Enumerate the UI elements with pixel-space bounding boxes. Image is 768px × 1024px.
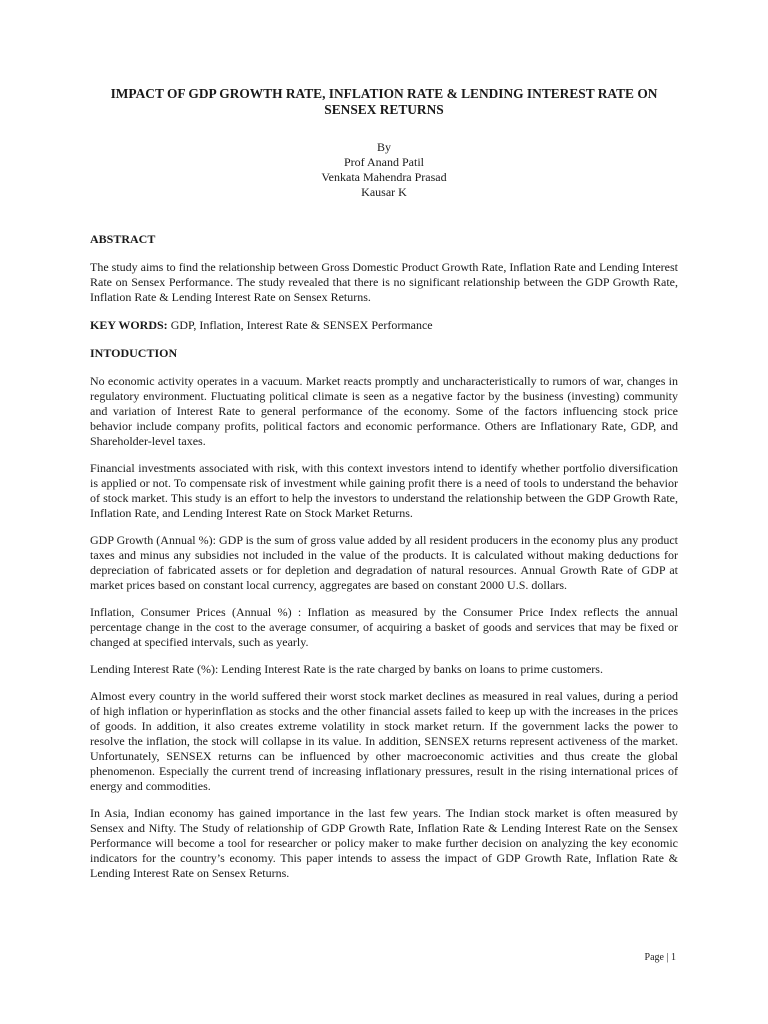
paragraph: Lending Interest Rate (%): Lending Interest Rate is the rate charged by banks on loans to prime customers. [90,662,603,676]
author-name: Venkata Mahendra Prasad [321,170,447,184]
paper-title: IMPACT OF GDP GROWTH RATE, INFLATION RATE & LENDING INTEREST RATE ON SENSEX RETURNS [110,86,658,117]
paragraph: Inflation, Consumer Prices (Annual %) : Inflation as measured by the Consumer Price Index reflects the annual percentage change in the cost to the average consumer, of acquiring a basket of goods and services that may be fixed or changed at specified intervals, such as yearly. [90,605,678,649]
keywords-label: KEY WORDS: [90,318,168,332]
page-number: Page | 1 [644,952,676,963]
paragraph: In Asia, Indian economy has gained importance in the last few years. The Indian stock market is often measured by Sensex and Nifty. The Study of relationship of GDP Growth Rate, Inflation Rate & Lending Interest Rate on the Sensex Performance will become a tool for researcher or policy maker to make further decision on analyzing the key economic indicators for the country’s economy. This paper intends to assess the impact of GDP Growth Rate, Inflation Rate & Lending Interest Rate on Sensex Returns. [90,806,678,880]
byline-by: By [376,140,391,154]
paragraph: GDP Growth (Annual %): GDP is the sum of gross value added by all resident producers in the economy plus any product taxes and minus any subsidies not included in the value of the products. It is calculated without making deductions for depreciation of fabricated assets or for depletion and degradation of natural resources. Annual Growth Rate of GDP at market prices based on constant local currency, aggregates are based on constant 2000 U.S. dollars. [90,533,678,592]
keywords-text: GDP, Inflation, Interest Rate & SENSEX Performance [167,318,433,332]
abstract-heading: ABSTRACT [90,232,156,246]
paragraph: Almost every country in the world suffered their worst stock market declines as measured in real values, during a period of high inflation or hyperinflation as stocks and the other financial assets failed to keep up with the increases in the prices of goods. In addition, it also creates extreme volatility in stock market return. If the government lacks the power to resolve the inflation, the stock will collapse in its value. In addition, SENSEX returns represent activeness of the market. Unfortunately, SENSEX returns can be influenced by other macroeconomic activities and thus create the global phenomenon. Especially the current trend of increasing inflationary pressures, result in the rising international prices of energy and commodities. [90,689,678,793]
author-name: Prof Anand Patil [344,155,424,169]
paragraph: Financial investments associated with risk, with this context investors intend to identify whether portfolio diversification is applied or not. To compensate risk of investment while gaining profit there is a need of tools to understand the behavior of stock market. This study is an effort to help the investors to understand the relationship between the GDP Growth Rate, Inflation Rate, and Lending Interest Rate on Stock Market Returns. [90,461,678,520]
author-name: Kausar K [361,185,407,199]
paragraph: No economic activity operates in a vacuum. Market reacts promptly and uncharacteristically to rumors of war, changes in regulatory environment. Fluctuating political climate is seen as a negative factor by the business (investing) community and variation of Interest Rate to general performance of the economy. Some of the factors influencing stock price behavior include company profits, political factors and economic performance. Others are Inflationary Rate, GDP, and Shareholder-level taxes. [90,374,678,448]
byline [90,140,678,200]
abstract-text: The study aims to find the relationship between Gross Domestic Product Growth Rate, Inflation Rate and Lending Interest Rate on Sensex Performance. The study revealed that there is no significant relationship between the GDP Growth Rate, Inflation Rate & Lending Interest Rate on Sensex Returns. [90,260,678,304]
page-content [90,86,678,881]
introduction-heading: INTODUCTION [90,346,178,360]
keywords [90,318,678,333]
